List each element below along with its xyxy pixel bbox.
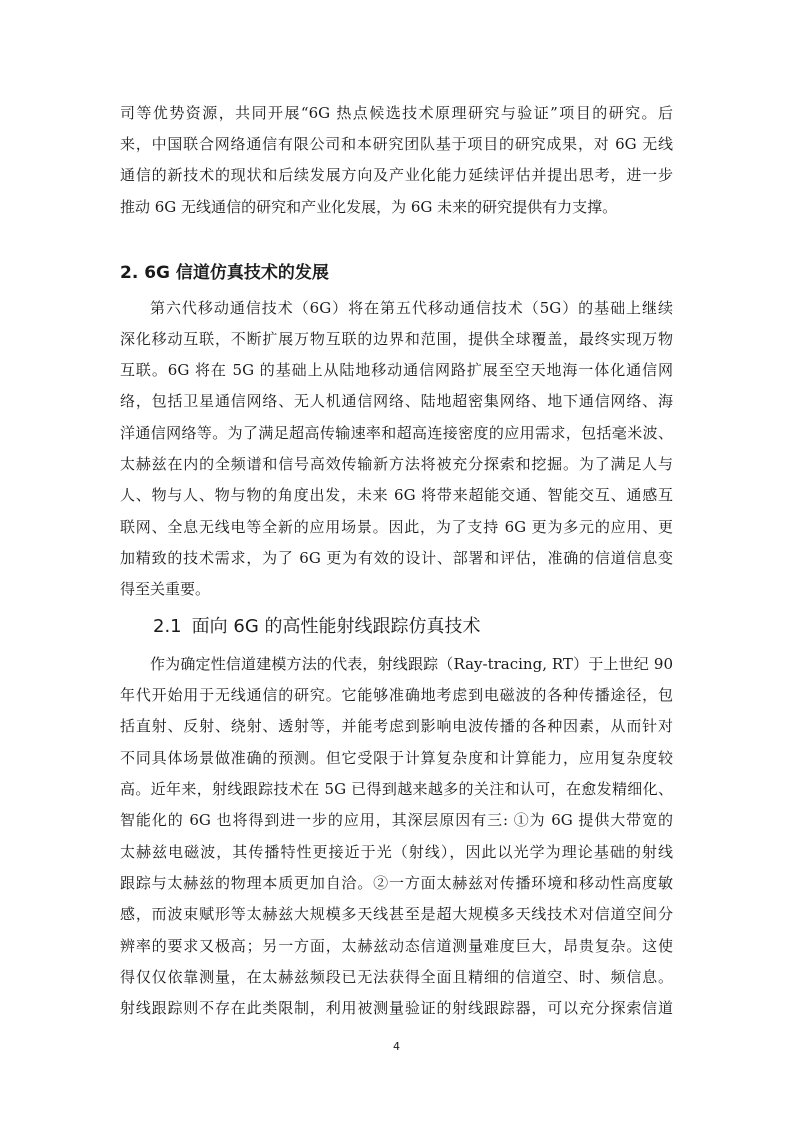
text-line: 作为确定性信道建模方法的代表，射线跟踪（Ray-tracing, RT）于上世纪 90 <box>150 655 673 673</box>
text-line: 加精致的技术需求，为了 6G 更为有效的设计、部署和评估，准确的信道信息变 <box>120 549 673 567</box>
page-number: 4 <box>393 1040 400 1053</box>
text-line: 通信的新技术的现状和后续发展方向及产业化能力延续评估并提出思考，进一步 <box>120 166 673 184</box>
text-line: 互联。6G 将在 5G 的基础上从陆地移动通信网路扩展至空天地海一体化通信网 <box>120 361 673 379</box>
text-line: 太赫兹电磁波，其传播特性更接近于光（射线），因此以光学为理论基础的射线 <box>120 843 673 861</box>
subsection-title: 面向 6G 的高性能射线跟踪仿真技术 <box>191 616 481 637</box>
text-line: 跟踪与太赫兹的物理本质更加自洽。②一方面太赫兹对传播环境和移动性高度敏 <box>120 874 673 892</box>
text-line: 司等优势资源，共同开展“6G 热点候选技术原理研究与验证”项目的研究。后 <box>120 104 673 122</box>
text-line: 不同具体场景做准确的预测。但它受限于计算复杂度和计算能力，应用复杂度较 <box>120 749 673 767</box>
subsection-heading <box>153 616 480 638</box>
text-line: 智能化的 6G 也将得到进一步的应用，其深层原因有三: ①为 6G 提供大带宽的 <box>120 811 673 829</box>
text-line: 络，包括卫星通信网络、无人机通信网络、陆地超密集网络、地下通信网络、海 <box>120 392 673 410</box>
text-line: 括直射、反射、绕射、透射等，并能考虑到影响电波传播的各种因素，从而针对 <box>120 717 673 735</box>
text-line: 感，而波束赋形等太赫兹大规模多天线甚至是超大规模多天线技术对信道空间分 <box>120 905 673 923</box>
section-heading: 2. 6G 信道仿真技术的发展 <box>120 263 329 283</box>
subsection-number: 2.1 <box>153 616 182 637</box>
text-line: 人、物与人、物与物的角度出发，未来 6G 将带来超能交通、智能交互、通感互 <box>120 486 673 504</box>
text-line: 年代开始用于无线通信的研究。它能够准确地考虑到电磁波的各种传播途径，包 <box>120 686 673 704</box>
text-line: 得至关重要。 <box>120 580 211 598</box>
text-line: 高。近年来，射线跟踪技术在 5G 已得到越来越多的关注和认可，在愈发精细化、 <box>120 780 673 798</box>
text-line: 射线跟踪则不存在此类限制，利用被测量验证的射线跟踪器，可以充分探索信道 <box>120 999 673 1017</box>
text-line: 来，中国联合网络通信有限公司和本研究团队基于项目的研究成果，对 6G 无线 <box>120 135 673 153</box>
text-line: 第六代移动通信技术（6G）将在第五代移动通信技术（5G）的基础上继续 <box>150 299 673 317</box>
text-line: 联网、全息无线电等全新的应用场景。因此，为了支持 6G 更为多元的应用、更 <box>120 518 673 536</box>
text-line: 推动 6G 无线通信的研究和产业化发展，为 6G 未来的研究提供有力支撑。 <box>120 198 618 216</box>
text-line: 辨率的要求又极高；另一方面，太赫兹动态信道测量难度巨大，昂贵复杂。这使 <box>120 937 673 955</box>
text-line: 深化移动互联，不断扩展万物互联的边界和范围，提供全球覆盖，最终实现万物 <box>120 330 673 348</box>
text-line: 太赫兹在内的全频谱和信号高效传输新方法将被充分探索和挖掘。为了满足人与 <box>120 455 673 473</box>
text-line: 得仅仅依靠测量，在太赫兹频段已无法获得全面且精细的信道空、时、频信息。 <box>120 968 673 986</box>
text-line: 洋通信网络等。为了满足超高传输速率和超高连接密度的应用需求，包括毫米波、 <box>120 424 673 442</box>
